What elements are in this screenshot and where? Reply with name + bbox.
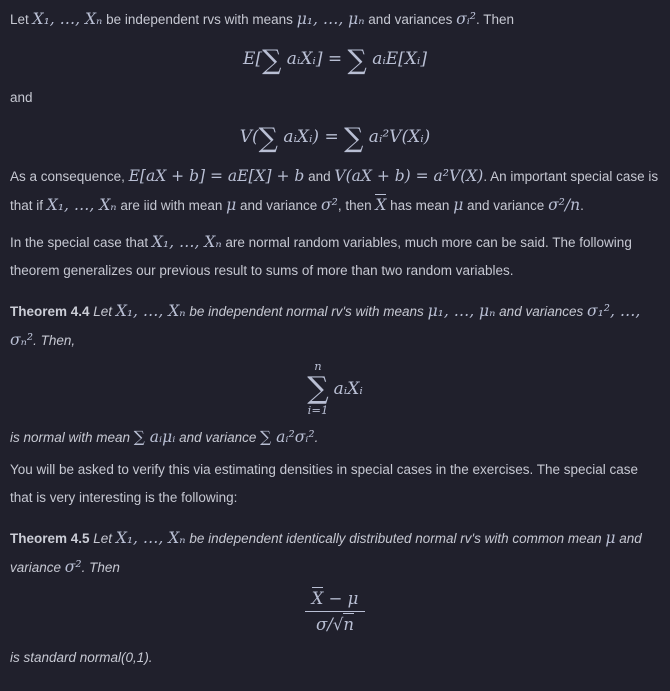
text-run: Let [10,12,33,27]
theorem-label: Theorem 4.5 [10,530,90,546]
eq-standardized-mean [10,588,660,634]
sum-symbol: ∑ [262,45,282,76]
text-run: and variance [463,198,549,213]
math-run: μ [605,528,616,547]
math-run: E[aX + b] = aE[X] + b [128,167,305,185]
theorem-4-5-conclusion [10,644,660,672]
fraction-denominator [316,612,354,634]
math-run: σ² [64,557,82,576]
text-run: . Then, [33,333,76,348]
intro-paragraph [10,5,660,34]
math-run: aᵢXᵢ) = [277,127,345,147]
text-run: are iid with mean [116,198,227,213]
math-run: aᵢE[Xᵢ] [366,49,427,69]
sum-lower-limit: i=1 [307,403,329,417]
math-run: σ²/n [548,196,581,214]
sum-symbol: ∑ [344,123,364,154]
text-run: and variance [175,429,261,445]
text-run: . Then [476,12,515,27]
fraction [305,588,366,634]
math-run: μ [226,196,237,214]
text-run: , then [337,198,376,213]
math-run: σ/ [316,614,333,634]
and-connector [10,84,660,112]
text-run: are normal random variables, much more can be said. The following theorem generalizes our previous result to sums of more than two random variables. [10,235,632,278]
text-run: is normal with mean [10,429,134,445]
normal-case-paragraph [10,228,660,285]
text-run: and variance [236,198,322,213]
math-run: V(aX + b) = a²V(X) [334,167,484,185]
math-run: X₁, …, Xₙ [151,233,222,251]
math-run: X₁, …, Xₙ [115,302,186,320]
radical-symbol: √ [332,614,344,634]
text-run: and variance [10,530,642,575]
math-run: μ₁, …, μₙ [296,10,365,28]
text-run: is standard normal(0,1). [10,649,153,665]
x-bar-symbol: X [375,196,387,214]
text-run: be independent identically distributed normal rv's with common mean [185,530,606,546]
math-run: ∑ aᵢ²σᵢ² [260,427,315,446]
math-run: − μ [323,588,359,608]
text-run: be independent rvs with means [102,12,297,27]
x-bar-symbol: X [311,588,324,608]
sum-symbol: ∑ [347,45,367,76]
math-run: σ₁², …, σₙ² [10,302,641,349]
theorem-4-4 [10,297,660,355]
sum-symbol: ∑ [307,370,329,406]
math-run: aᵢXᵢ [333,378,363,399]
math-run: aᵢXᵢ] = [281,49,348,69]
text-run: . An important special case is that if [10,169,659,213]
eq-variance-of-sum [10,120,660,154]
theorem-label: Theorem 4.4 [10,304,90,319]
sum-upper-limit: n [314,359,322,373]
text-run: Let [89,304,116,319]
text-run: and variances [364,12,457,27]
sum-with-limits [307,359,328,419]
theorem-4-4-conclusion [10,423,660,452]
text-run: . [580,198,584,213]
text-run: . Then [81,559,120,575]
theorem-4-5 [10,524,660,582]
text-run: has mean [386,198,454,213]
consequence-paragraph [10,162,660,220]
text-run: Let [89,530,116,546]
math-run: aᵢ²V(Xᵢ) [363,127,431,147]
exercises-paragraph [10,456,660,512]
math-run: E[ [243,49,263,69]
text-run: As a consequence, [10,169,129,184]
text-run: You will be asked to verify this via estimating densities in special cases in the exercises. The special case that is very interesting is the following: [10,461,639,505]
text-run: be independent normal rv's with means [185,304,428,319]
text-run: and variances [495,304,587,319]
math-run: σᵢ² [456,10,477,28]
text-run: . [314,429,319,445]
math-run: μ₁, …, μₙ [427,302,496,320]
eq-linearity-of-expectation [10,42,660,76]
eq-weighted-sum [10,359,660,419]
math-run: V( [239,127,259,147]
text-run: In the special case that [10,235,152,250]
math-run: X₁, …, Xₙ [32,10,103,28]
math-run: n [343,614,354,634]
text-run: and [304,169,335,184]
math-run: X₁, …, Xₙ [46,196,117,214]
math-run: X₁, …, Xₙ [115,528,186,547]
math-run: ∑ aᵢμᵢ [133,427,176,446]
fraction-numerator [305,588,366,612]
text-run: and [10,90,33,105]
math-run: σ² [321,196,338,214]
math-run: μ [453,196,464,214]
sum-symbol: ∑ [258,123,278,154]
